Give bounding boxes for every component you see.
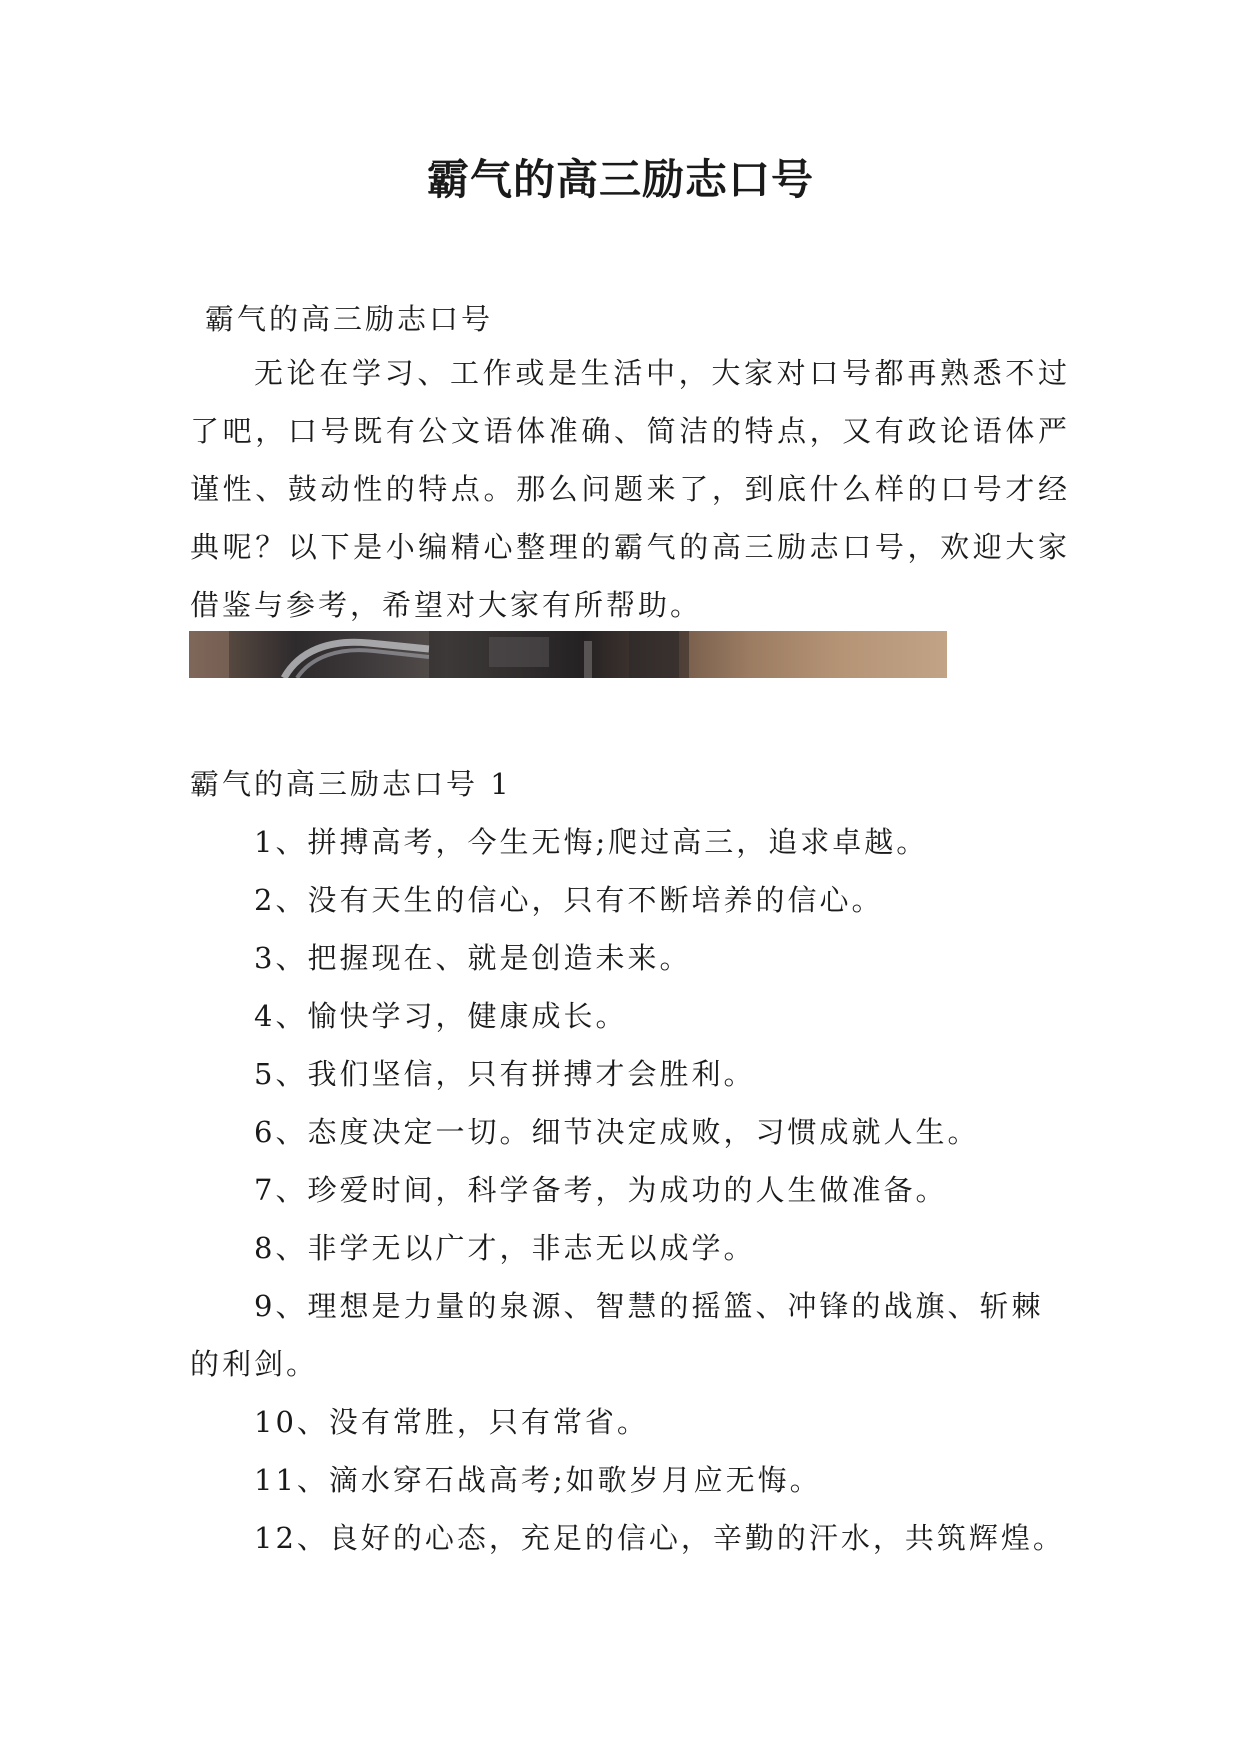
list-item: 10、没有常胜，只有常省。 <box>254 1405 649 1439</box>
list-item: 3、把握现在、就是创造未来。 <box>254 941 692 975</box>
list-item: 6、态度决定一切。细节决定成败，习惯成就人生。 <box>254 1115 980 1149</box>
photo-shapes <box>189 631 947 678</box>
slogan-list <box>190 813 1070 1567</box>
cropped-photo <box>189 631 947 678</box>
list-item: 12、良好的心态，充足的信心，辛勤的汗水，共筑辉煌。 <box>254 1521 1065 1555</box>
list-item: 4、愉快学习，健康成长。 <box>254 999 628 1033</box>
section-heading: 霸气的高三励志口号 1 <box>190 767 512 801</box>
list-item: 11、滴水穿石战高考;如歌岁月应无悔。 <box>254 1463 822 1497</box>
list-item: 8、非学无以广才，非志无以成学。 <box>254 1231 756 1265</box>
list-item: 1、拼搏高考，今生无悔;爬过高三，追求卓越。 <box>254 825 929 859</box>
list-item: 5、我们坚信，只有拼搏才会胜利。 <box>254 1057 756 1091</box>
subheading: 霸气的高三励志口号 <box>205 302 494 336</box>
intro-paragraph: 无论在学习、工作或是生活中，大家对口号都再熟悉不过了吧，口号既有公文语体准确、简洁的特点，又有政论语体严谨性、鼓动性的特点。那么问题来了，到底什么样的口号才经典呢？以下是小编精心整理的霸气的高三励志口号，欢迎大家借鉴与参考，希望对大家有所帮助。 <box>190 356 1070 622</box>
document-title: 霸气的高三励志口号 <box>426 155 814 204</box>
list-item: 9、理想是力量的泉源、智慧的摇篮、冲锋的战旗、斩棘的利剑。 <box>190 1289 1044 1381</box>
list-item: 7、珍爱时间，科学备考，为成功的人生做准备。 <box>254 1173 948 1207</box>
list-item: 2、没有天生的信心，只有不断培养的信心。 <box>254 883 884 917</box>
